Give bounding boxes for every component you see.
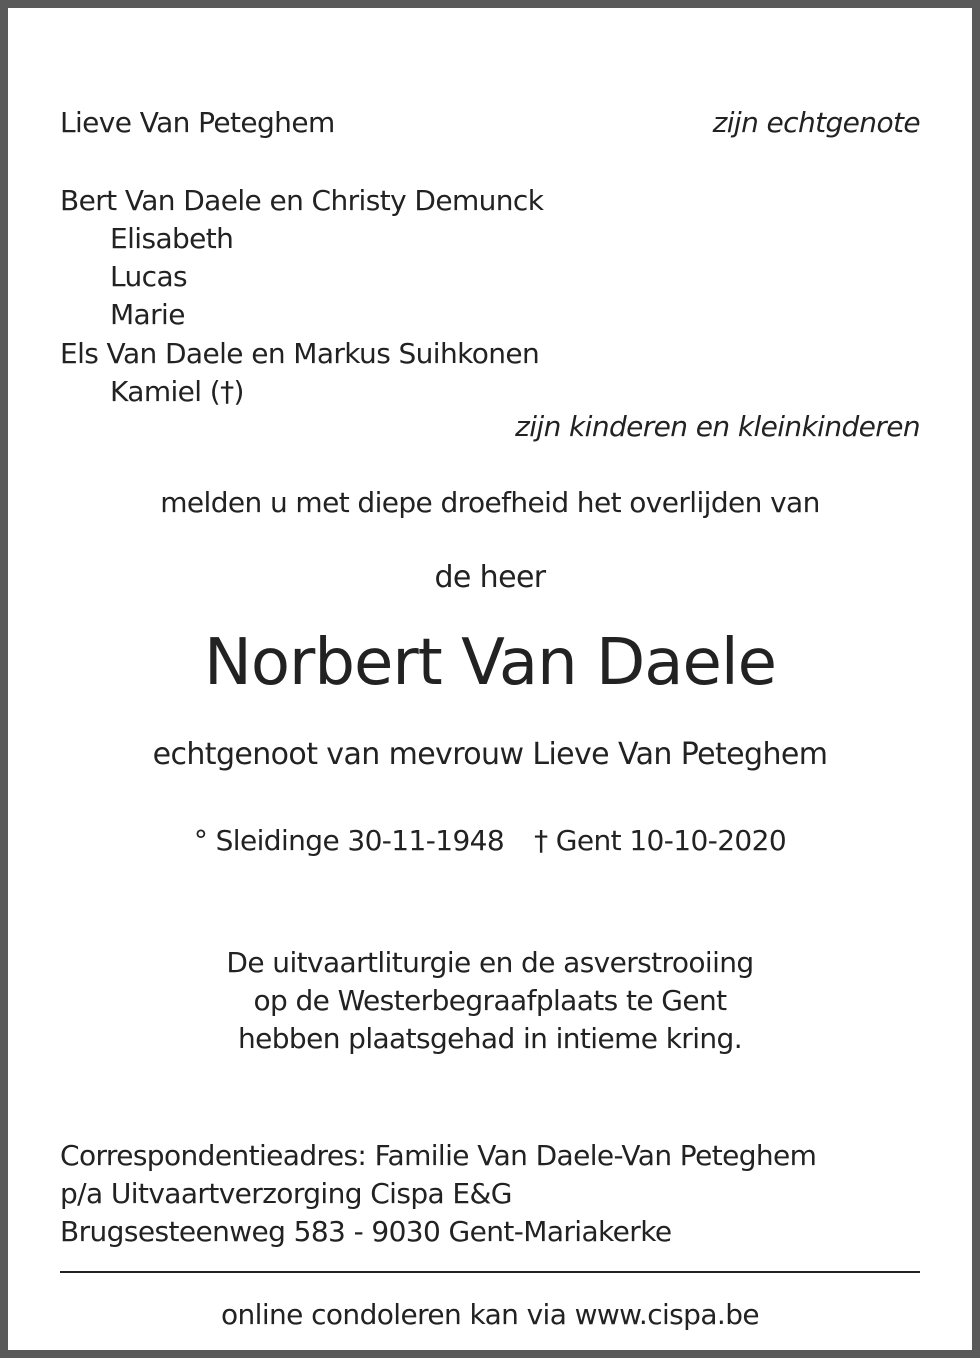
footer-divider — [60, 1271, 920, 1273]
grandchild-name: Elisabeth — [110, 222, 234, 255]
honorific: de heer — [434, 560, 546, 595]
grandchild-name: Marie — [110, 298, 185, 331]
condolence-link[interactable]: online condoleren kan via www.cispa.be — [220, 1298, 760, 1331]
children-role: zijn kinderen en kleinkinderen — [515, 410, 920, 443]
ceremony-line: De uitvaartliturgie en de asverstrooiing — [226, 946, 754, 979]
ceremony-line: hebben plaatsgehad in intieme kring. — [237, 1022, 743, 1055]
announcement-intro: melden u met diepe droefheid het overlijden van — [160, 486, 820, 519]
life-dates — [8, 822, 972, 860]
child-family-2-parents: Els Van Daele en Markus Suihkonen — [60, 337, 540, 370]
grandchild-name: Lucas — [110, 260, 187, 293]
correspondence-line: p/a Uitvaartverzorging Cispa E&G — [60, 1177, 512, 1210]
spouse-name: Lieve Van Peteghem — [60, 106, 335, 139]
child-family-1-parents: Bert Van Daele en Christy Demunck — [60, 184, 544, 217]
correspondence-line: Correspondentieadres: Familie Van Daele-Van Peteghem — [60, 1139, 817, 1172]
birth-date: ° Sleidinge 30-11-1948 — [193, 824, 505, 857]
death-date: † Gent 10-10-2020 — [534, 824, 787, 857]
relation-line: echtgenoot van mevrouw Lieve Van Peteghem — [152, 737, 828, 772]
spouse-role: zijn echtgenote — [712, 106, 920, 139]
correspondence-line: Brugsesteenweg 583 - 9030 Gent-Mariakerke — [60, 1215, 672, 1248]
deceased-name: Norbert Van Daele — [203, 626, 777, 700]
grandchild-name: Kamiel (†) — [110, 375, 244, 408]
ceremony-line: op de Westerbegraafplaats te Gent — [253, 984, 727, 1017]
